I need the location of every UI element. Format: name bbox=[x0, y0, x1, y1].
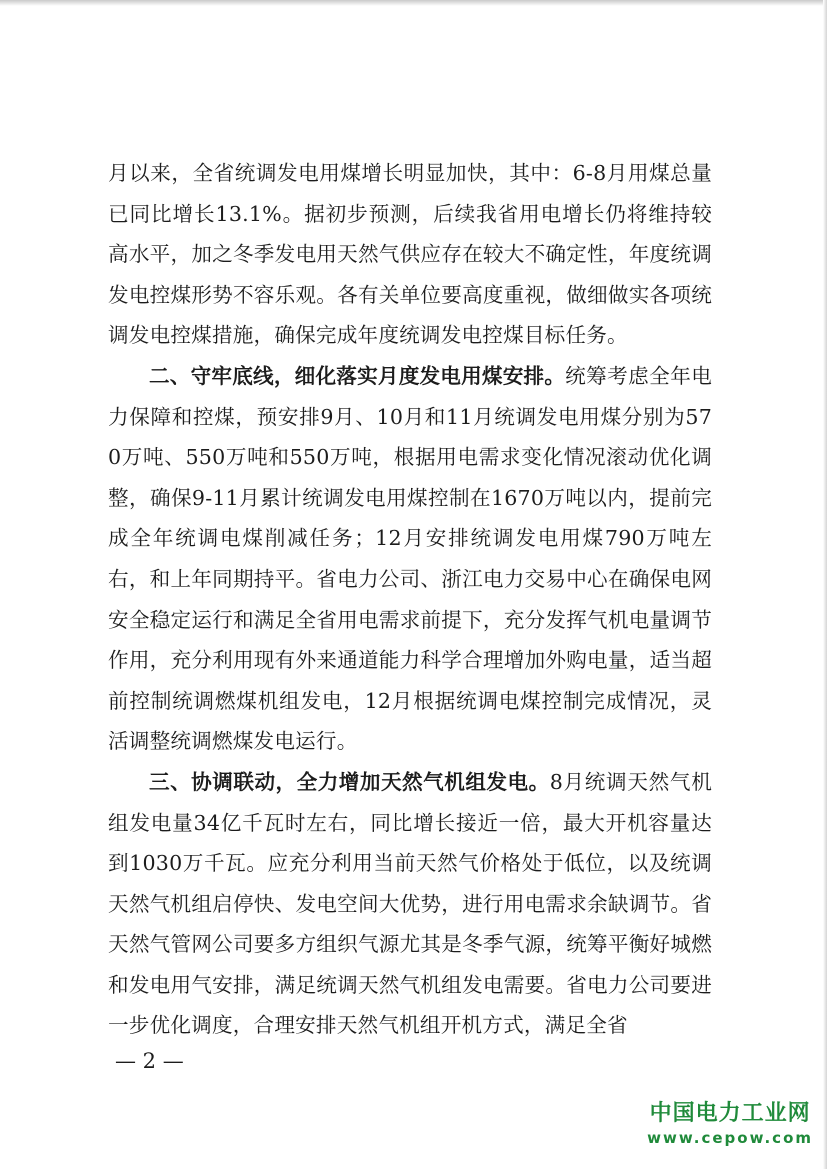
watermark-url: www.cepow.com bbox=[647, 1129, 813, 1147]
section-heading-2: 二、守牢底线，细化落实月度发电用煤安排。 bbox=[149, 363, 566, 388]
paragraph-text: 统筹考虑全年电力保障和控煤，预安排9月、10月和11月统调发电用煤分别为570万吨、550万吨和550万吨，根据用电需求变化情况滚动优化调整，确保9-11月累计统调发电用煤控制在1670万吨以内，提前完成全年统调电煤削减任务；12月安排统调发电用煤790万吨左右，和上年同期持平。省电力公司、浙江电力交易中心在确保电网安全稳定运行和满足全省用电需求前提下，充分发挥气机电量调节作用，充分利用现有外来通道能力科学合理增加外购电量，适当超前控制统调燃煤机组发电，12月根据统调电煤控制完成情况，灵活调整统调燃煤发电运行。 bbox=[108, 363, 712, 754]
paragraph-text: 8月统调天然气机组发电量34亿千瓦时左右，同比增长接近一倍，最大开机容量达到1030万千瓦。应充分利用当前天然气价格处于低位，以及统调天然气机组启停快、发电空间大优势，进行用电需求余缺调节。省天然气管网公司要多方组织气源尤其是冬季气源，统筹平衡好城燃和发电用气安排，满足统调天然气机组发电需要。省电力公司要进一步优化调度，合理安排天然气机组开机方式，满足全省 bbox=[108, 769, 713, 1038]
section-heading-3: 三、协调联动，全力增加天然气机组发电。 bbox=[149, 769, 550, 794]
scan-edge-right bbox=[823, 0, 827, 1169]
watermark-name: 中国电力工业网 bbox=[649, 1101, 811, 1126]
site-watermark bbox=[647, 1100, 813, 1148]
paragraph-continuation bbox=[108, 153, 712, 356]
paragraph-section-3 bbox=[108, 762, 712, 1046]
paragraph-text: 月以来，全省统调发电用煤增长明显加快，其中：6-8月用煤总量已同比增长13.1%。据初步预测，后续我省用电增长仍将维持较高水平，加之冬季发电用天然气供应存在较大不确定性，年度统调发电控煤形势不容乐观。各有关单位要高度重视，做细做实各项统调发电控煤措施，确保完成年度统调发电控煤目标任务。 bbox=[108, 161, 712, 348]
page-number: — 2 — bbox=[115, 1049, 184, 1073]
scan-edge-top bbox=[0, 0, 827, 6]
document-body bbox=[108, 153, 712, 1046]
paragraph-section-2 bbox=[108, 356, 712, 762]
